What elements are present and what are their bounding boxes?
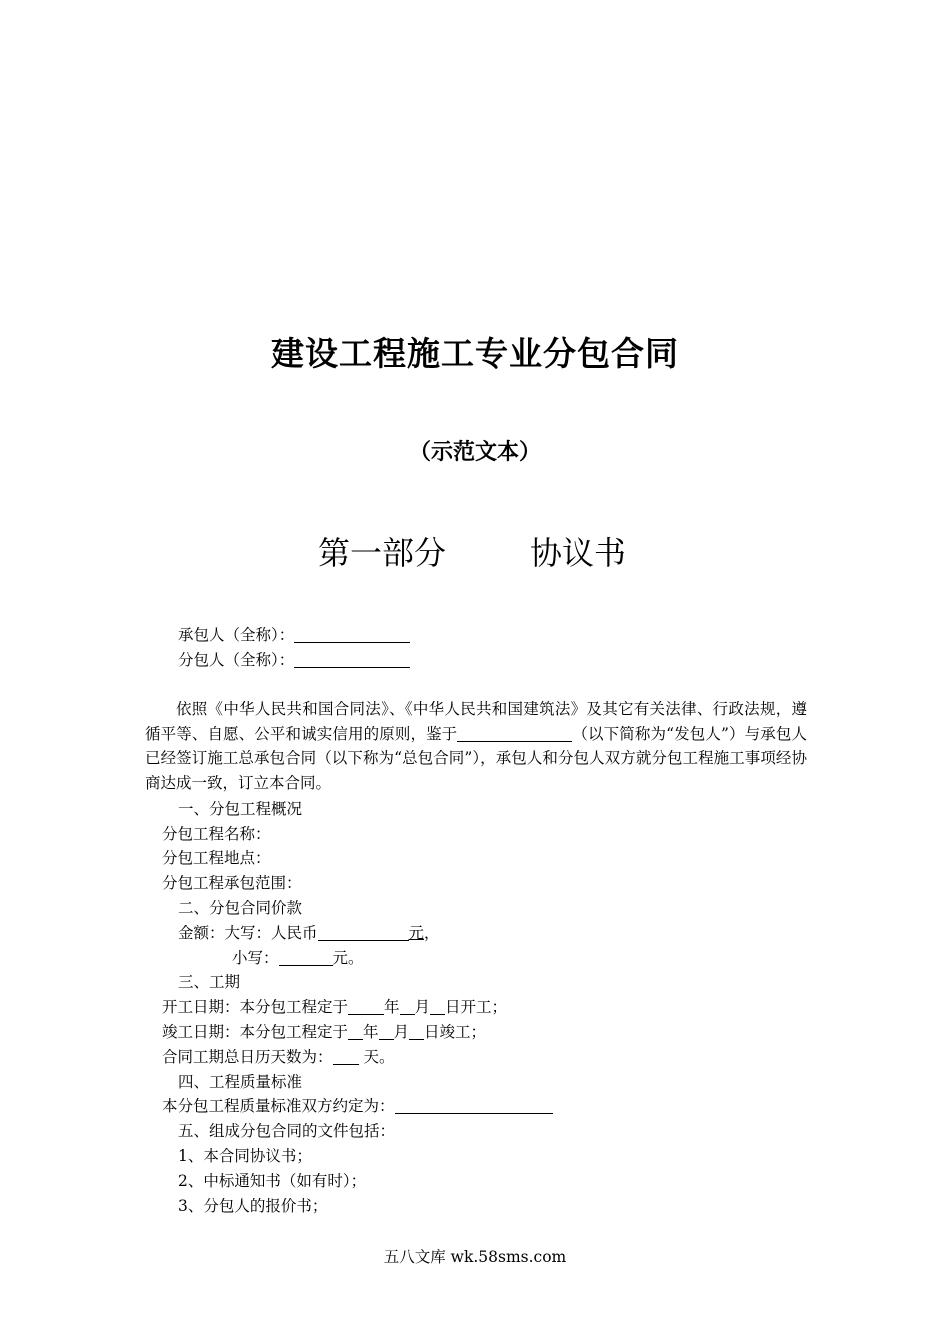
total-days-suffix: 天。: [358, 1048, 395, 1066]
end-year-label: 年: [363, 1023, 379, 1041]
intro-text-a: 依照《中华人民共和国合同法》、《中华人民共和国建筑法》及其它有关法律、行政法规，遵循平等、自愿、公平和诚实信用的原则，鉴于: [145, 700, 807, 743]
start-year-blank: [348, 998, 384, 1015]
section2-heading: 二、分包合同价款: [178, 899, 303, 917]
section4-heading: 四、工程质量标准: [178, 1073, 303, 1091]
section1-heading: 一、分包工程概况: [178, 800, 303, 818]
project-scope: 分包工程承包范围：: [162, 874, 302, 892]
start-month-blank: [400, 998, 415, 1015]
amount-label: 金额：大写：人民币: [178, 924, 318, 942]
subcontractor-line: [178, 648, 410, 672]
amount-blank: [318, 924, 409, 941]
start-date-line: [162, 995, 507, 1019]
footer-watermark: 五八文库 wk.58sms.com: [383, 1248, 567, 1266]
small-amount-line: [232, 946, 364, 970]
contractor-line: [178, 623, 410, 647]
amount-punct: ，: [424, 924, 440, 942]
contractor-label: 承包人（全称）：: [178, 626, 295, 644]
end-month-label: 月: [393, 1023, 410, 1041]
small-amount-blank: [279, 949, 333, 966]
end-year-blank: [348, 1023, 363, 1040]
end-date-suffix: 日竣工；: [424, 1023, 487, 1041]
total-days-blank: [333, 1048, 359, 1065]
document-title: 建设工程施工专业分包合同: [271, 334, 679, 373]
amount-unit: 元: [408, 924, 425, 942]
start-date-suffix: 日开工；: [445, 998, 508, 1016]
document-subtitle: （示范文本）: [408, 440, 541, 465]
start-day-blank: [430, 998, 445, 1015]
contractor-blank: [294, 626, 410, 643]
start-year-label: 年: [384, 998, 400, 1016]
section3-heading: 三、工期: [178, 973, 241, 991]
intro-text-b: （以下简称为“发包人”）与承包人已经签订施工总承包合同（以下称为“总包合同”），承包人和分包人双方就分包工程施工事项经协商达成一致，订立本合同。: [145, 724, 807, 792]
document-list-item: 2、中标通知书（如有时）；: [178, 1172, 367, 1190]
end-date-prefix: 竣工日期：本分包工程定于: [162, 1023, 349, 1041]
small-amount-label: 小写：: [232, 949, 279, 967]
part-label: 第一部分: [318, 534, 447, 572]
quality-blank: [395, 1097, 553, 1114]
section5-heading: 五、组成分包合同的文件包括：: [178, 1122, 396, 1140]
start-date-prefix: 开工日期：本分包工程定于: [162, 998, 349, 1016]
end-day-blank: [409, 1023, 424, 1040]
part-name: 协议书: [530, 534, 627, 572]
total-days-prefix: 合同工期总日历天数为：: [162, 1048, 333, 1066]
subcontractor-label: 分包人（全称）：: [178, 651, 295, 669]
document-list-item: 1、本合同协议书；: [178, 1147, 312, 1165]
intro-paragraph: [145, 697, 807, 795]
amount-line: [178, 921, 440, 945]
start-month-label: 月: [414, 998, 431, 1016]
quality-label: 本分包工程质量标准双方约定为：: [162, 1097, 395, 1115]
quality-line: [162, 1094, 553, 1118]
employer-blank: [457, 725, 572, 742]
small-amount-unit: 元。: [332, 949, 364, 967]
end-date-line: [162, 1020, 486, 1044]
total-days-line: [162, 1045, 394, 1069]
document-list-item: 3、分包人的报价书；: [178, 1197, 328, 1215]
project-name: 分包工程名称：: [162, 825, 271, 843]
project-location: 分包工程地点：: [162, 849, 271, 867]
end-month-blank: [379, 1023, 394, 1040]
subcontractor-blank: [294, 651, 410, 668]
